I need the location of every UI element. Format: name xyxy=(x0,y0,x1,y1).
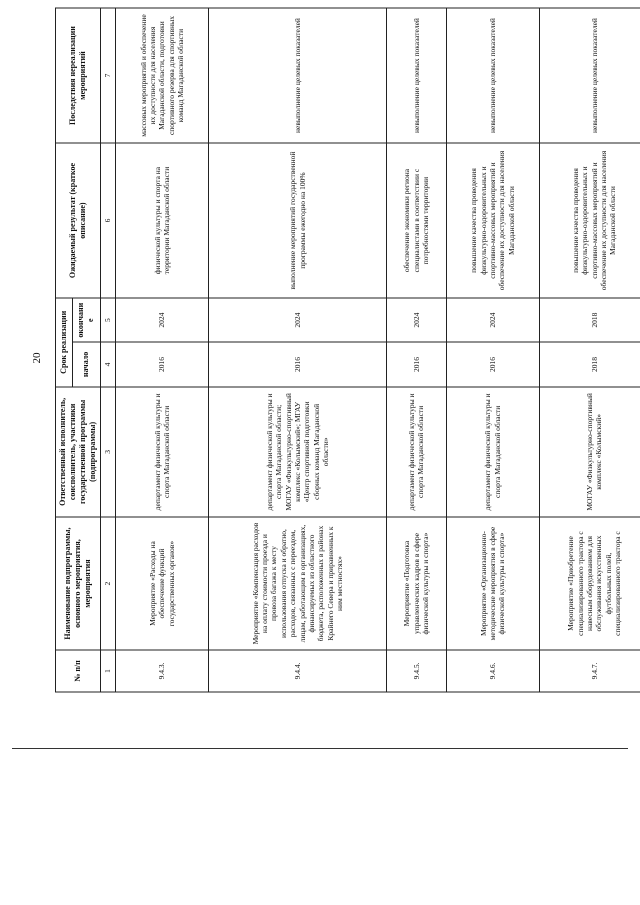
expected-result: повышение качества проведения физкультурно-оздоровительных и спортивно-массовых мероприятий и обеспечение их доступности для населения Магаданской области xyxy=(446,143,539,298)
row-number: 9.4.6. xyxy=(446,650,539,692)
table-row xyxy=(539,8,640,692)
executor: департамент физической культуры и спорта Магаданской области; МОГАУ «Физкультурно-спортивный комплекс «Колымский»; МГАУ «Центр спортивной подготовки сборных команд Магаданской области» xyxy=(209,387,387,518)
end-year: 2024 xyxy=(209,298,387,342)
expected-result: обеспечение экономики региона специалистами в соответствии с потребностями территории xyxy=(386,143,446,298)
executor: департамент физической культуры и спорта Магаданской области xyxy=(386,387,446,518)
table-row xyxy=(386,8,446,692)
executor: департамент физической культуры и спорта Магаданской области xyxy=(116,387,209,518)
header-result: Ожидаемый результат (краткое описание) xyxy=(56,143,101,298)
program-table xyxy=(55,8,640,693)
end-year: 2024 xyxy=(116,298,209,342)
consequence: невыполнение целевых показателей xyxy=(386,8,446,143)
row-number: 9.4.5. xyxy=(386,650,446,692)
row-number: 9.4.7. xyxy=(539,650,640,692)
start-year: 2016 xyxy=(116,342,209,386)
header-name: Наименование подпрограммы, основного мероприятия, мероприятия xyxy=(56,517,101,650)
column-number: 4 xyxy=(101,342,116,386)
column-number: 7 xyxy=(101,8,116,143)
column-number: 2 xyxy=(101,517,116,650)
end-year: 2024 xyxy=(446,298,539,342)
rotated-page xyxy=(55,8,640,693)
expected-result: выполнение мероприятий государственной программы ежегодно на 100% xyxy=(209,143,387,298)
activity-name: Мероприятие «Компенсация расходов на оплату стоимости проезда и провоза багажа к месту использования отпуска и обратно, расходов, связанных с переездом, лицам, работающим в организациях, финансируемых из областного бюджета, расположенных в районах Крайнего Севера и приравненных к ним местностях» xyxy=(209,517,387,650)
column-number: 6 xyxy=(101,143,116,298)
row-number: 9.4.4. xyxy=(209,650,387,692)
column-number: 3 xyxy=(101,387,116,518)
end-year: 2018 xyxy=(539,298,640,342)
row-number: 9.4.3. xyxy=(116,650,209,692)
activity-name: Мероприятие «Подготовка управленческих кадров в сфере физической культуры и спорта» xyxy=(386,517,446,650)
header-term: Срок реализации xyxy=(56,298,73,387)
column-number-row xyxy=(101,8,116,692)
expected-result: физической культуры и спорта на территории Магаданской области xyxy=(116,143,209,298)
page-number: 20 xyxy=(31,352,43,364)
start-year: 2016 xyxy=(386,342,446,386)
consequence: массовых мероприятий и обеспечение их доступности для населения Магаданской области, подготовки спортивного резерва для спортивных команд Магаданской области xyxy=(116,8,209,143)
start-year: 2016 xyxy=(446,342,539,386)
end-year: 2024 xyxy=(386,298,446,342)
consequence: невыполнение целевых показателей xyxy=(539,8,640,143)
column-number: 1 xyxy=(101,650,116,692)
consequence: невыполнение целевых показателей xyxy=(446,8,539,143)
table-row xyxy=(446,8,539,692)
header-executor: Ответственный исполнитель, соисполнитель, участники государственной программы (подпрограммы) xyxy=(56,387,101,518)
consequence: невыполнение целевых показателей xyxy=(209,8,387,143)
table-row xyxy=(209,8,387,692)
header-consequence: Последствия нереализации мероприятий xyxy=(56,8,101,143)
activity-name: Мероприятие «Расходы на обеспечение функций государственных органов» xyxy=(116,517,209,650)
column-number: 5 xyxy=(101,298,116,342)
activity-name: Мероприятие «Приобретение специализированного трактора с навесным оборудованием для обслуживания искусственных футбольных полей, специализированного трактора с xyxy=(539,517,640,650)
activity-name: Мероприятие «Организационно-методические мероприятия в сфере физической культуры и спорта» xyxy=(446,517,539,650)
header-no: № п/п xyxy=(56,650,101,692)
executor: МОГАУ «Физкультурно-спортивный комплекс «Колымский» xyxy=(539,387,640,518)
start-year: 2018 xyxy=(539,342,640,386)
header-term-end: окончание xyxy=(72,298,100,342)
header-term-start: начало xyxy=(72,342,100,386)
table-row xyxy=(116,8,209,692)
expected-result: повышение качества проведения физкультурно-оздоровительных и спортивно-массовых мероприятий и обеспечение их доступности для населения Магаданской области xyxy=(539,143,640,298)
page-divider xyxy=(12,748,628,749)
executor: департамент физической культуры и спорта Магаданской области xyxy=(446,387,539,518)
start-year: 2016 xyxy=(209,342,387,386)
